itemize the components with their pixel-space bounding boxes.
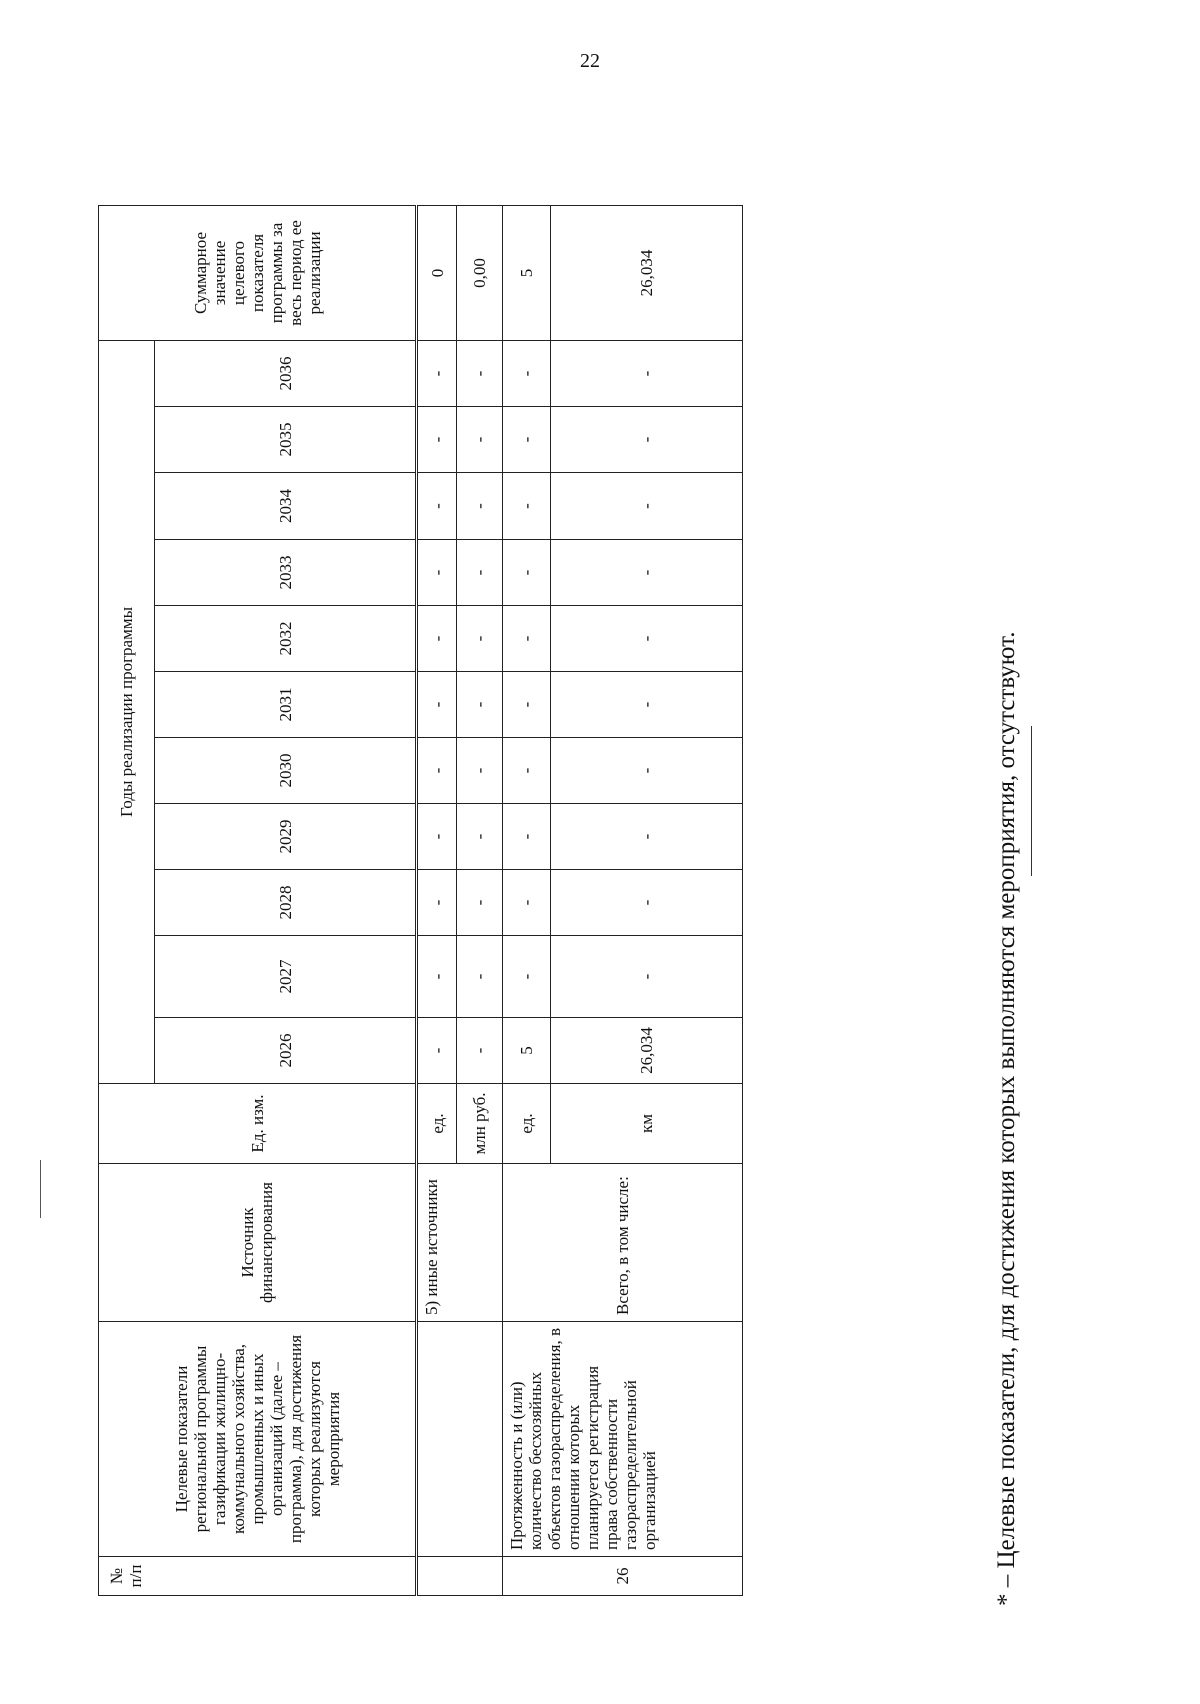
col-header-indicator: Целевые показатели региональной программы газификации жилищно-коммунального хозяйства, промышленных и иных организаций (далее – программа), для достижения которых реализуются мероприятия [99, 1322, 417, 1557]
year-header: 2033 [155, 540, 417, 606]
cell-value: - [551, 738, 743, 804]
cell-value: - [417, 473, 457, 540]
cell-value: - [417, 870, 457, 936]
cell-value: - [417, 672, 457, 738]
year-header: 2036 [155, 341, 417, 407]
cell-value: - [551, 407, 743, 473]
cell-value: - [551, 341, 743, 407]
cell-value: - [417, 738, 457, 804]
table-row [503, 206, 551, 1596]
page-number: 22 [580, 50, 600, 72]
cell-value: - [457, 936, 503, 1018]
cell-value: - [551, 540, 743, 606]
col-header-years-group: Годы реализации программы [99, 341, 155, 1084]
year-header: 2028 [155, 870, 417, 936]
cell-value: - [417, 1018, 457, 1084]
cell-value: - [417, 540, 457, 606]
header-row-1 [99, 206, 155, 1596]
cell-value: - [457, 804, 503, 870]
cell-value: - [503, 606, 551, 672]
year-header: 2035 [155, 407, 417, 473]
cell-unit: ед. [503, 1084, 551, 1164]
cell-total: 26,034 [551, 206, 743, 341]
cell-value: - [457, 1018, 503, 1084]
cell-value: - [551, 804, 743, 870]
cell-value: - [417, 407, 457, 473]
separator-line [1031, 726, 1032, 876]
cell-total: 0,00 [457, 206, 503, 341]
year-header: 2030 [155, 738, 417, 804]
col-header-unit: Ед. изм. [99, 1084, 417, 1164]
cell-value: - [457, 540, 503, 606]
cell-value: - [503, 936, 551, 1018]
cell-num [417, 1557, 503, 1596]
cell-source: 5) иные источники [417, 1164, 457, 1322]
cell-value: - [551, 606, 743, 672]
cell-value: - [551, 672, 743, 738]
cell-value: - [417, 606, 457, 672]
year-header: 2031 [155, 672, 417, 738]
cell-value: - [503, 407, 551, 473]
cell-value: - [503, 473, 551, 540]
cell-value: - [457, 341, 503, 407]
year-header: 2027 [155, 936, 417, 1018]
cell-value: - [551, 473, 743, 540]
col-header-total: Суммарное значение целевого показателя программы за весь период ее реализации [99, 206, 417, 341]
cell-value: - [503, 672, 551, 738]
cell-total: 0 [417, 206, 457, 341]
year-header: 2029 [155, 804, 417, 870]
cell-value: - [457, 738, 503, 804]
cell-value: - [551, 936, 743, 1018]
cell-value: - [417, 936, 457, 1018]
cell-value: - [457, 672, 503, 738]
cell-num: 26 [503, 1557, 743, 1596]
cell-value: - [503, 804, 551, 870]
cell-value: - [417, 341, 457, 407]
year-header: 2034 [155, 473, 417, 540]
cell-unit: ед. [417, 1084, 457, 1164]
cell-value: - [457, 870, 503, 936]
cell-indicator [417, 1322, 503, 1557]
cell-value: - [503, 870, 551, 936]
cell-unit: млн руб. [457, 1084, 503, 1164]
cell-value: - [457, 407, 503, 473]
footnote: * – Целевые показатели, для достижения которых выполняются мероприятия, отсутствуют. [993, 631, 1020, 1606]
col-header-num: № п/п [99, 1557, 417, 1596]
cell-value: 26,034 [551, 1018, 743, 1084]
cell-value: - [503, 341, 551, 407]
cell-value: - [417, 804, 457, 870]
cell-value: - [503, 540, 551, 606]
cell-total: 5 [503, 206, 551, 341]
rotated-page-content [28, 166, 1048, 1646]
cell-value: - [457, 606, 503, 672]
cell-value: 5 [503, 1018, 551, 1084]
cell-value: - [503, 738, 551, 804]
year-header: 2026 [155, 1018, 417, 1084]
table-row [417, 206, 457, 1596]
target-indicators-table [98, 205, 743, 1596]
cell-source [457, 1164, 503, 1322]
cell-value: - [457, 473, 503, 540]
cell-indicator: Протяженность и (или) количество бесхозяйных объектов газораспределения, в отношении которых планируется регистрация права собственности газораспределительной организацией [503, 1322, 743, 1557]
cell-source: Всего, в том числе: [503, 1164, 743, 1322]
year-header: 2032 [155, 606, 417, 672]
cell-value: - [551, 870, 743, 936]
col-header-source: Источник финансирования [99, 1164, 417, 1322]
cell-unit: км [551, 1084, 743, 1164]
